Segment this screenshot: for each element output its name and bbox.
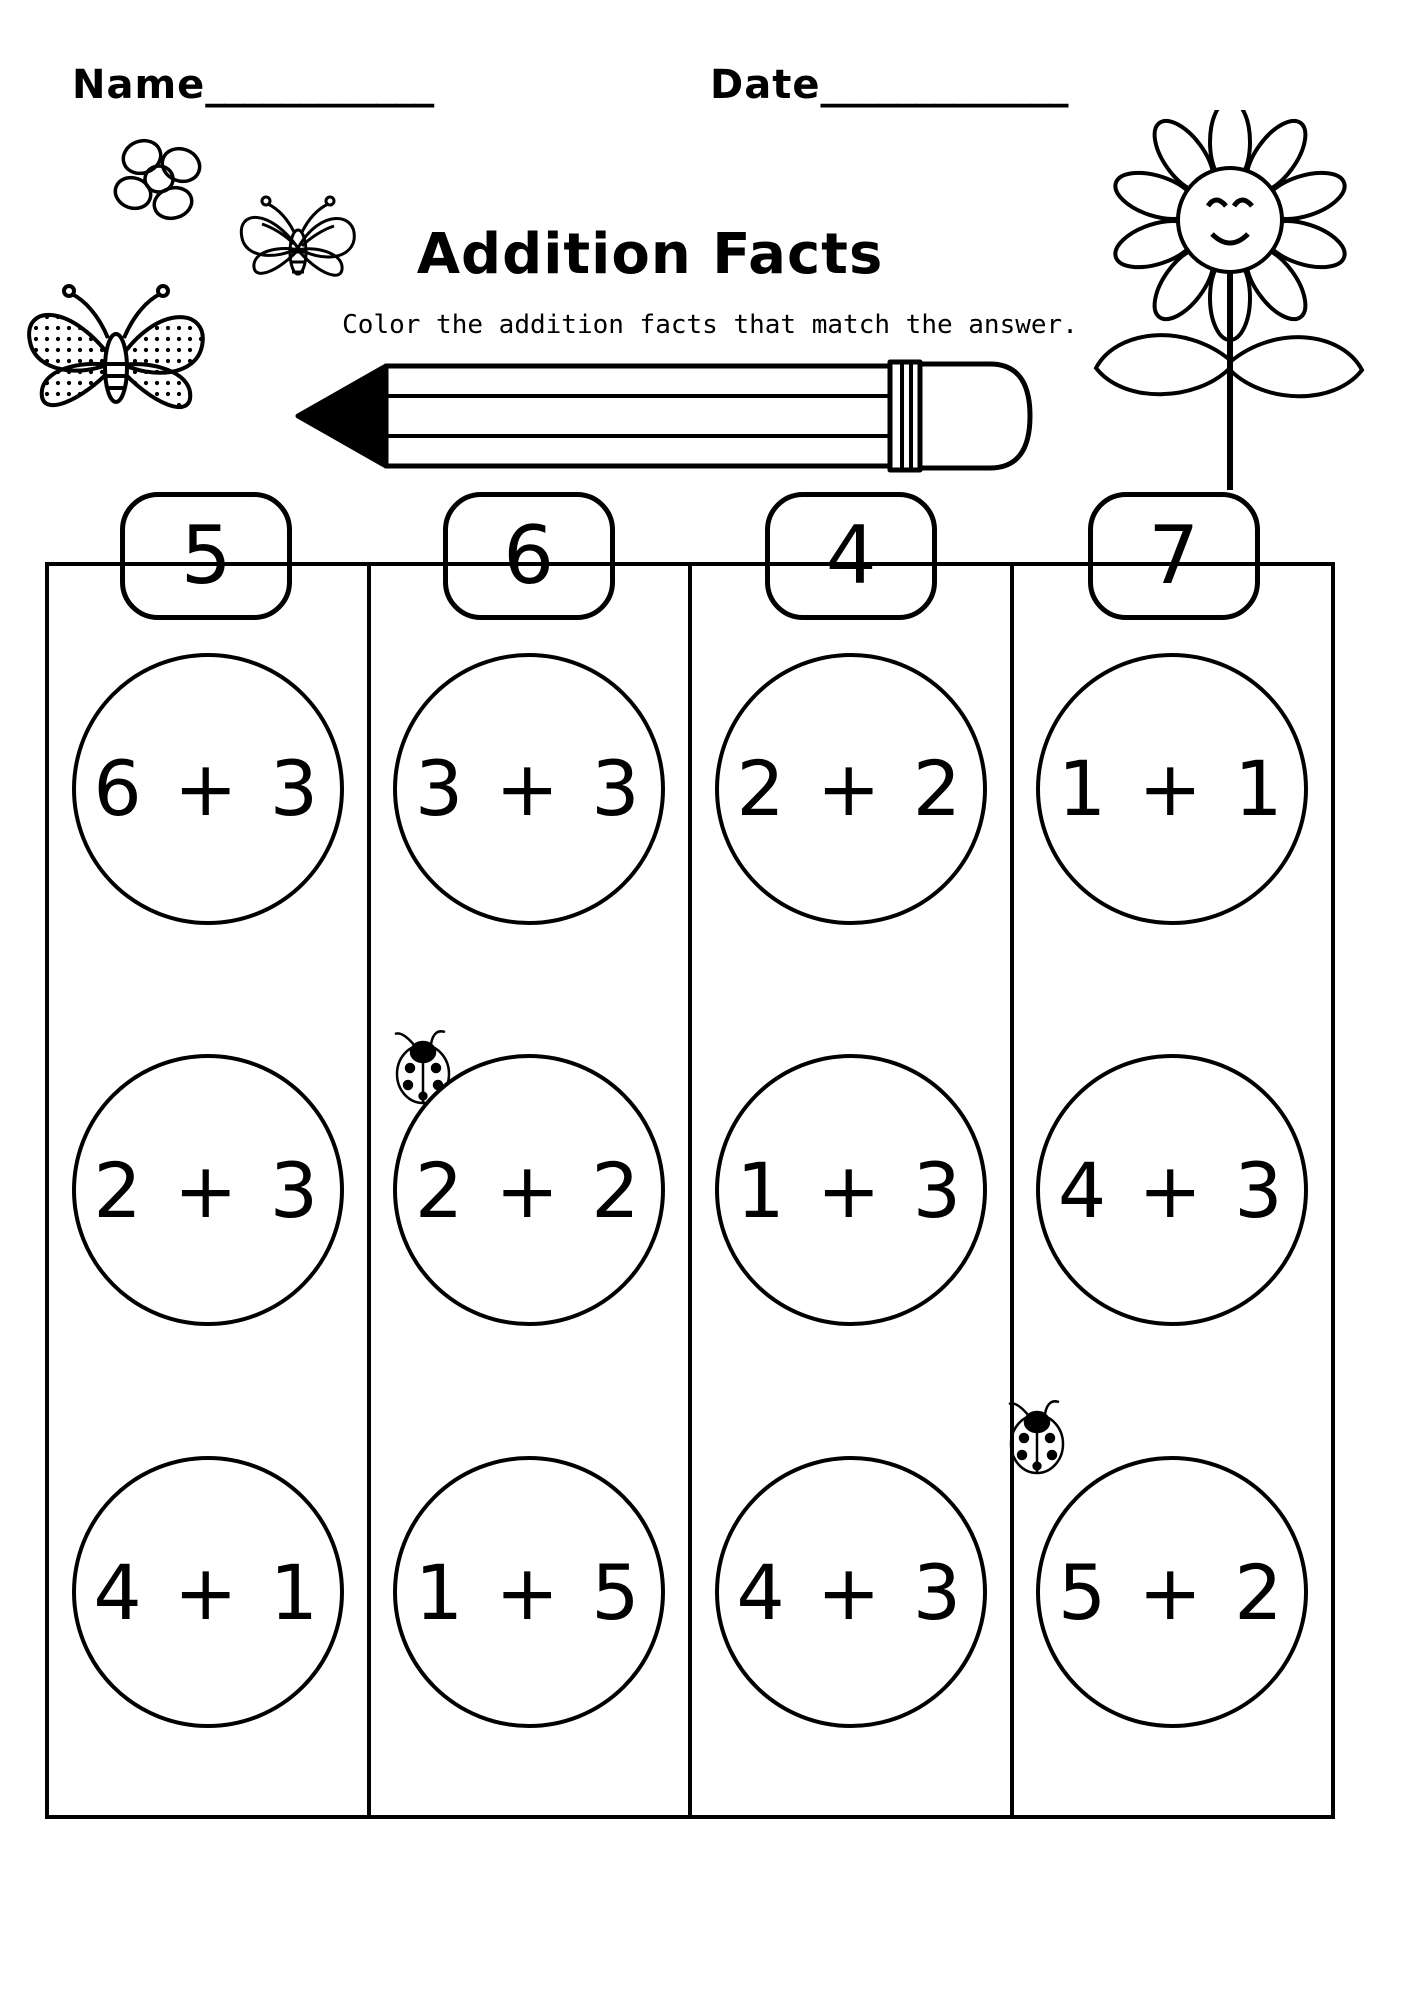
butterfly-large-icon: [10, 280, 225, 445]
fact-list: [49, 566, 367, 1815]
answer-chip-3[interactable]: 4: [765, 492, 937, 620]
fact-list: [371, 566, 689, 1815]
fact-bubble[interactable]: 6 + 3: [72, 653, 344, 925]
fact-bubble[interactable]: 1 + 3: [715, 1054, 987, 1326]
answer-column-1: [49, 566, 371, 1815]
fact-bubble[interactable]: 4 + 3: [1036, 1054, 1308, 1326]
fact-bubble[interactable]: 2 + 2: [393, 1054, 665, 1326]
fact-bubble[interactable]: 2 + 3: [72, 1054, 344, 1326]
date-field[interactable]: [710, 62, 1067, 108]
answer-column-4: [1014, 566, 1332, 1815]
date-blank: _____________: [820, 62, 1068, 108]
name-field[interactable]: [72, 62, 433, 108]
answer-column-2: [371, 566, 693, 1815]
fact-list: [1014, 566, 1332, 1815]
fact-bubble[interactable]: 1 + 1: [1036, 653, 1308, 925]
name-label: Name: [72, 62, 206, 108]
fact-bubble[interactable]: 5 + 2: [1036, 1456, 1308, 1728]
fact-bubble[interactable]: 3 + 3: [393, 653, 665, 925]
page-title: Addition Facts: [416, 222, 884, 287]
fact-bubble[interactable]: 4 + 1: [72, 1456, 344, 1728]
date-label: Date: [710, 62, 821, 108]
worksheet-grid: [45, 562, 1335, 1819]
butterfly-small-icon: [228, 190, 378, 305]
answer-chip-2[interactable]: 6: [443, 492, 615, 620]
answer-column-3: [692, 566, 1014, 1815]
daisy-flower-icon: [1080, 110, 1380, 500]
fact-list: [692, 566, 1010, 1815]
instructions-text: Color the addition facts that match the answer.: [342, 310, 1078, 340]
name-blank: ____________: [205, 62, 434, 108]
flower-small-icon: [105, 135, 215, 230]
fact-bubble[interactable]: 1 + 5: [393, 1456, 665, 1728]
fact-bubble[interactable]: 2 + 2: [715, 653, 987, 925]
pencil-icon: [290, 352, 1080, 487]
answer-chip-1[interactable]: 5: [120, 492, 292, 620]
fact-bubble[interactable]: 4 + 3: [715, 1456, 987, 1728]
answer-chip-4[interactable]: 7: [1088, 492, 1260, 620]
